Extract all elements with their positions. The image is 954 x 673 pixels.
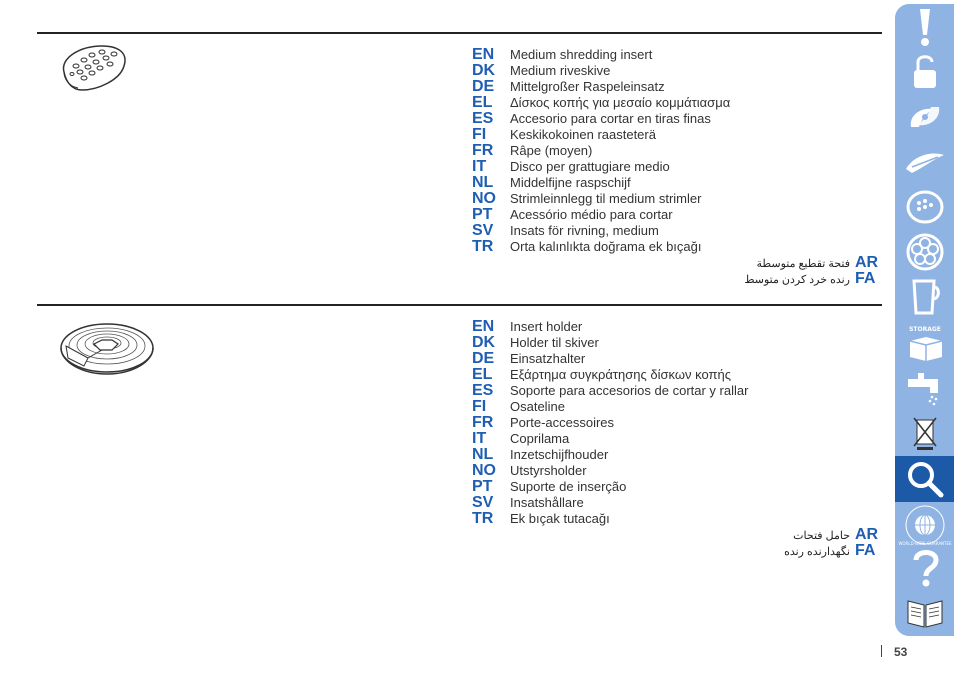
- translation-text: Soporte para accesorios de cortar y rallar: [510, 383, 749, 398]
- disc-icon: [905, 189, 945, 225]
- tab-unlock[interactable]: [895, 51, 954, 93]
- unlock-icon: [910, 52, 940, 92]
- lang-row: [472, 47, 730, 63]
- rtl-lang-row: [784, 527, 881, 543]
- lang-row: [472, 175, 730, 191]
- lang-row: [472, 399, 748, 415]
- lang-row: [472, 511, 748, 527]
- guarantee-label: WORLD-WIDE GUARANTEE: [897, 541, 952, 546]
- lang-code: FA: [855, 270, 876, 287]
- lang-code: EL: [472, 366, 493, 383]
- translation-text: Einsatzhalter: [510, 351, 586, 366]
- magnifier-icon: [905, 459, 945, 499]
- translation-text: Porte-accessoires: [510, 415, 615, 430]
- lang-row: [472, 495, 748, 511]
- manual-book-icon: [904, 595, 946, 631]
- translation-text: Osateline: [510, 399, 565, 414]
- lang-code: NL: [472, 446, 494, 463]
- lang-row: [472, 335, 748, 351]
- translation-text: Coprilama: [510, 431, 570, 446]
- lang-code: PT: [472, 206, 493, 223]
- exclamation-icon: [910, 7, 940, 47]
- lang-code: IT: [472, 158, 487, 175]
- tab-environment[interactable]: [895, 411, 954, 453]
- lang-row: [472, 63, 730, 79]
- tab-whisk[interactable]: [895, 141, 954, 183]
- language-list: [472, 47, 730, 255]
- lang-code: DE: [472, 78, 495, 95]
- lang-code: AR: [855, 254, 879, 271]
- lang-code: DK: [472, 62, 496, 79]
- section-divider-middle: [37, 304, 882, 306]
- faucet-icon: [904, 367, 946, 407]
- translation-text: Insats för rivning, medium: [510, 223, 659, 238]
- insert-holder-illustration: [58, 318, 156, 380]
- lang-row: [472, 367, 748, 383]
- tab-guarantee[interactable]: [895, 504, 954, 546]
- tab-blade[interactable]: [895, 96, 954, 138]
- tab-manual[interactable]: [895, 592, 954, 634]
- lang-code: FI: [472, 126, 487, 143]
- lang-row: [472, 207, 730, 223]
- lang-code: PT: [472, 478, 493, 495]
- chapter-tab-sidebar: [895, 4, 954, 636]
- translation-text: Medium riveskive: [510, 63, 611, 78]
- lang-code: ES: [472, 110, 494, 127]
- lang-row: [472, 79, 730, 95]
- translation-text: حامل فتحات: [793, 530, 850, 542]
- translation-text: Keskikokoinen raasteterä: [510, 127, 656, 142]
- world-guarantee-icon: [897, 504, 952, 546]
- storage-label: STORAGE: [908, 326, 941, 333]
- fan-disc-icon: [905, 232, 945, 272]
- rtl-lang-row: [744, 255, 881, 271]
- lang-row: [472, 479, 748, 495]
- jug-icon: [908, 277, 942, 317]
- question-icon: [910, 548, 940, 588]
- translation-text: فتحة تقطيع متوسطة: [756, 258, 850, 270]
- lang-code: FR: [472, 414, 494, 431]
- translation-text: رنده خرد کردن متوسط: [744, 274, 850, 286]
- language-list: [472, 319, 748, 527]
- lang-row: [472, 191, 730, 207]
- lang-row: [472, 383, 748, 399]
- tab-cleaning[interactable]: [895, 366, 954, 408]
- translation-text: Medium shredding insert: [510, 47, 653, 62]
- page-number-divider: [881, 645, 882, 657]
- translation-text: Δίσκος κοπής για μεσαίο κομμάτιασμα: [510, 95, 731, 110]
- translation-text: Middelfijne raspschijf: [510, 175, 631, 190]
- lang-row: [472, 415, 748, 431]
- tab-fan-disc[interactable]: [895, 231, 954, 273]
- translation-text: Inzetschijfhouder: [510, 447, 609, 462]
- rtl-lang-row: [744, 271, 881, 287]
- translation-text: Utstyrsholder: [510, 463, 587, 478]
- lang-row: [472, 223, 730, 239]
- lang-row: [472, 95, 730, 111]
- lang-code: IT: [472, 430, 487, 447]
- tab-jug[interactable]: [895, 276, 954, 318]
- lang-row: [472, 111, 730, 127]
- page-number: 53: [894, 645, 908, 659]
- translation-text: Orta kalınlıkta doğrama ek bıçağı: [510, 239, 702, 254]
- bin-crossed-icon: [910, 412, 940, 452]
- lang-row: [472, 239, 730, 255]
- lang-row: [472, 351, 748, 367]
- whisk-icon: [904, 147, 946, 177]
- lang-code: EL: [472, 94, 493, 111]
- shredding-insert-illustration: [58, 42, 130, 94]
- lang-code: FI: [472, 398, 487, 415]
- lang-code: EN: [472, 318, 495, 335]
- lang-code: SV: [472, 222, 494, 239]
- translation-text: Holder til skiver: [510, 335, 599, 350]
- lang-code: NO: [472, 190, 496, 207]
- lang-code: FR: [472, 142, 494, 159]
- tab-storage[interactable]: [895, 321, 954, 363]
- lang-code: ES: [472, 382, 494, 399]
- translation-text: Suporte de inserção: [510, 479, 627, 494]
- lang-code: DK: [472, 334, 496, 351]
- translation-text: Strimleinnlegg til medium strimler: [510, 191, 702, 206]
- tab-faq[interactable]: [895, 547, 954, 589]
- lang-code: NO: [472, 462, 496, 479]
- translation-text: Râpe (moyen): [510, 143, 593, 158]
- lang-code: AR: [855, 526, 879, 543]
- rtl-language-list: [744, 255, 881, 287]
- translation-text: Disco per grattugiare medio: [510, 159, 670, 174]
- lang-row: [472, 463, 748, 479]
- translation-text: Accesorio para cortar en tiras finas: [510, 111, 711, 126]
- lang-code: SV: [472, 494, 494, 511]
- rtl-lang-row: [784, 543, 881, 559]
- storage-box-icon: [904, 321, 946, 363]
- lang-code: NL: [472, 174, 494, 191]
- lang-row: [472, 431, 748, 447]
- section-divider-top: [37, 32, 882, 34]
- lang-code: TR: [472, 510, 494, 527]
- lang-code: EN: [472, 46, 495, 63]
- lang-row: [472, 127, 730, 143]
- lang-code: DE: [472, 350, 495, 367]
- translation-text: Acessório médio para cortar: [510, 207, 673, 222]
- lang-row: [472, 319, 748, 335]
- lang-row: [472, 447, 748, 463]
- tab-overview[interactable]: [895, 456, 954, 502]
- translation-text: Mittelgroßer Raspeleinsatz: [510, 79, 665, 94]
- tab-disc[interactable]: [895, 186, 954, 228]
- translation-text: Ek bıçak tutacağı: [510, 511, 610, 526]
- translation-text: Insatshållare: [510, 495, 584, 510]
- rtl-language-list: [784, 527, 881, 559]
- tab-safety[interactable]: [895, 6, 954, 48]
- lang-row: [472, 143, 730, 159]
- translation-text: Εξάρτημα συγκράτησης δίσκων κοπής: [510, 367, 731, 382]
- translation-text: نگهدارنده رنده: [784, 546, 850, 558]
- blade-icon: [905, 97, 945, 137]
- lang-code: FA: [855, 542, 876, 559]
- translation-text: Insert holder: [510, 319, 583, 334]
- lang-row: [472, 159, 730, 175]
- lang-code: TR: [472, 238, 494, 255]
